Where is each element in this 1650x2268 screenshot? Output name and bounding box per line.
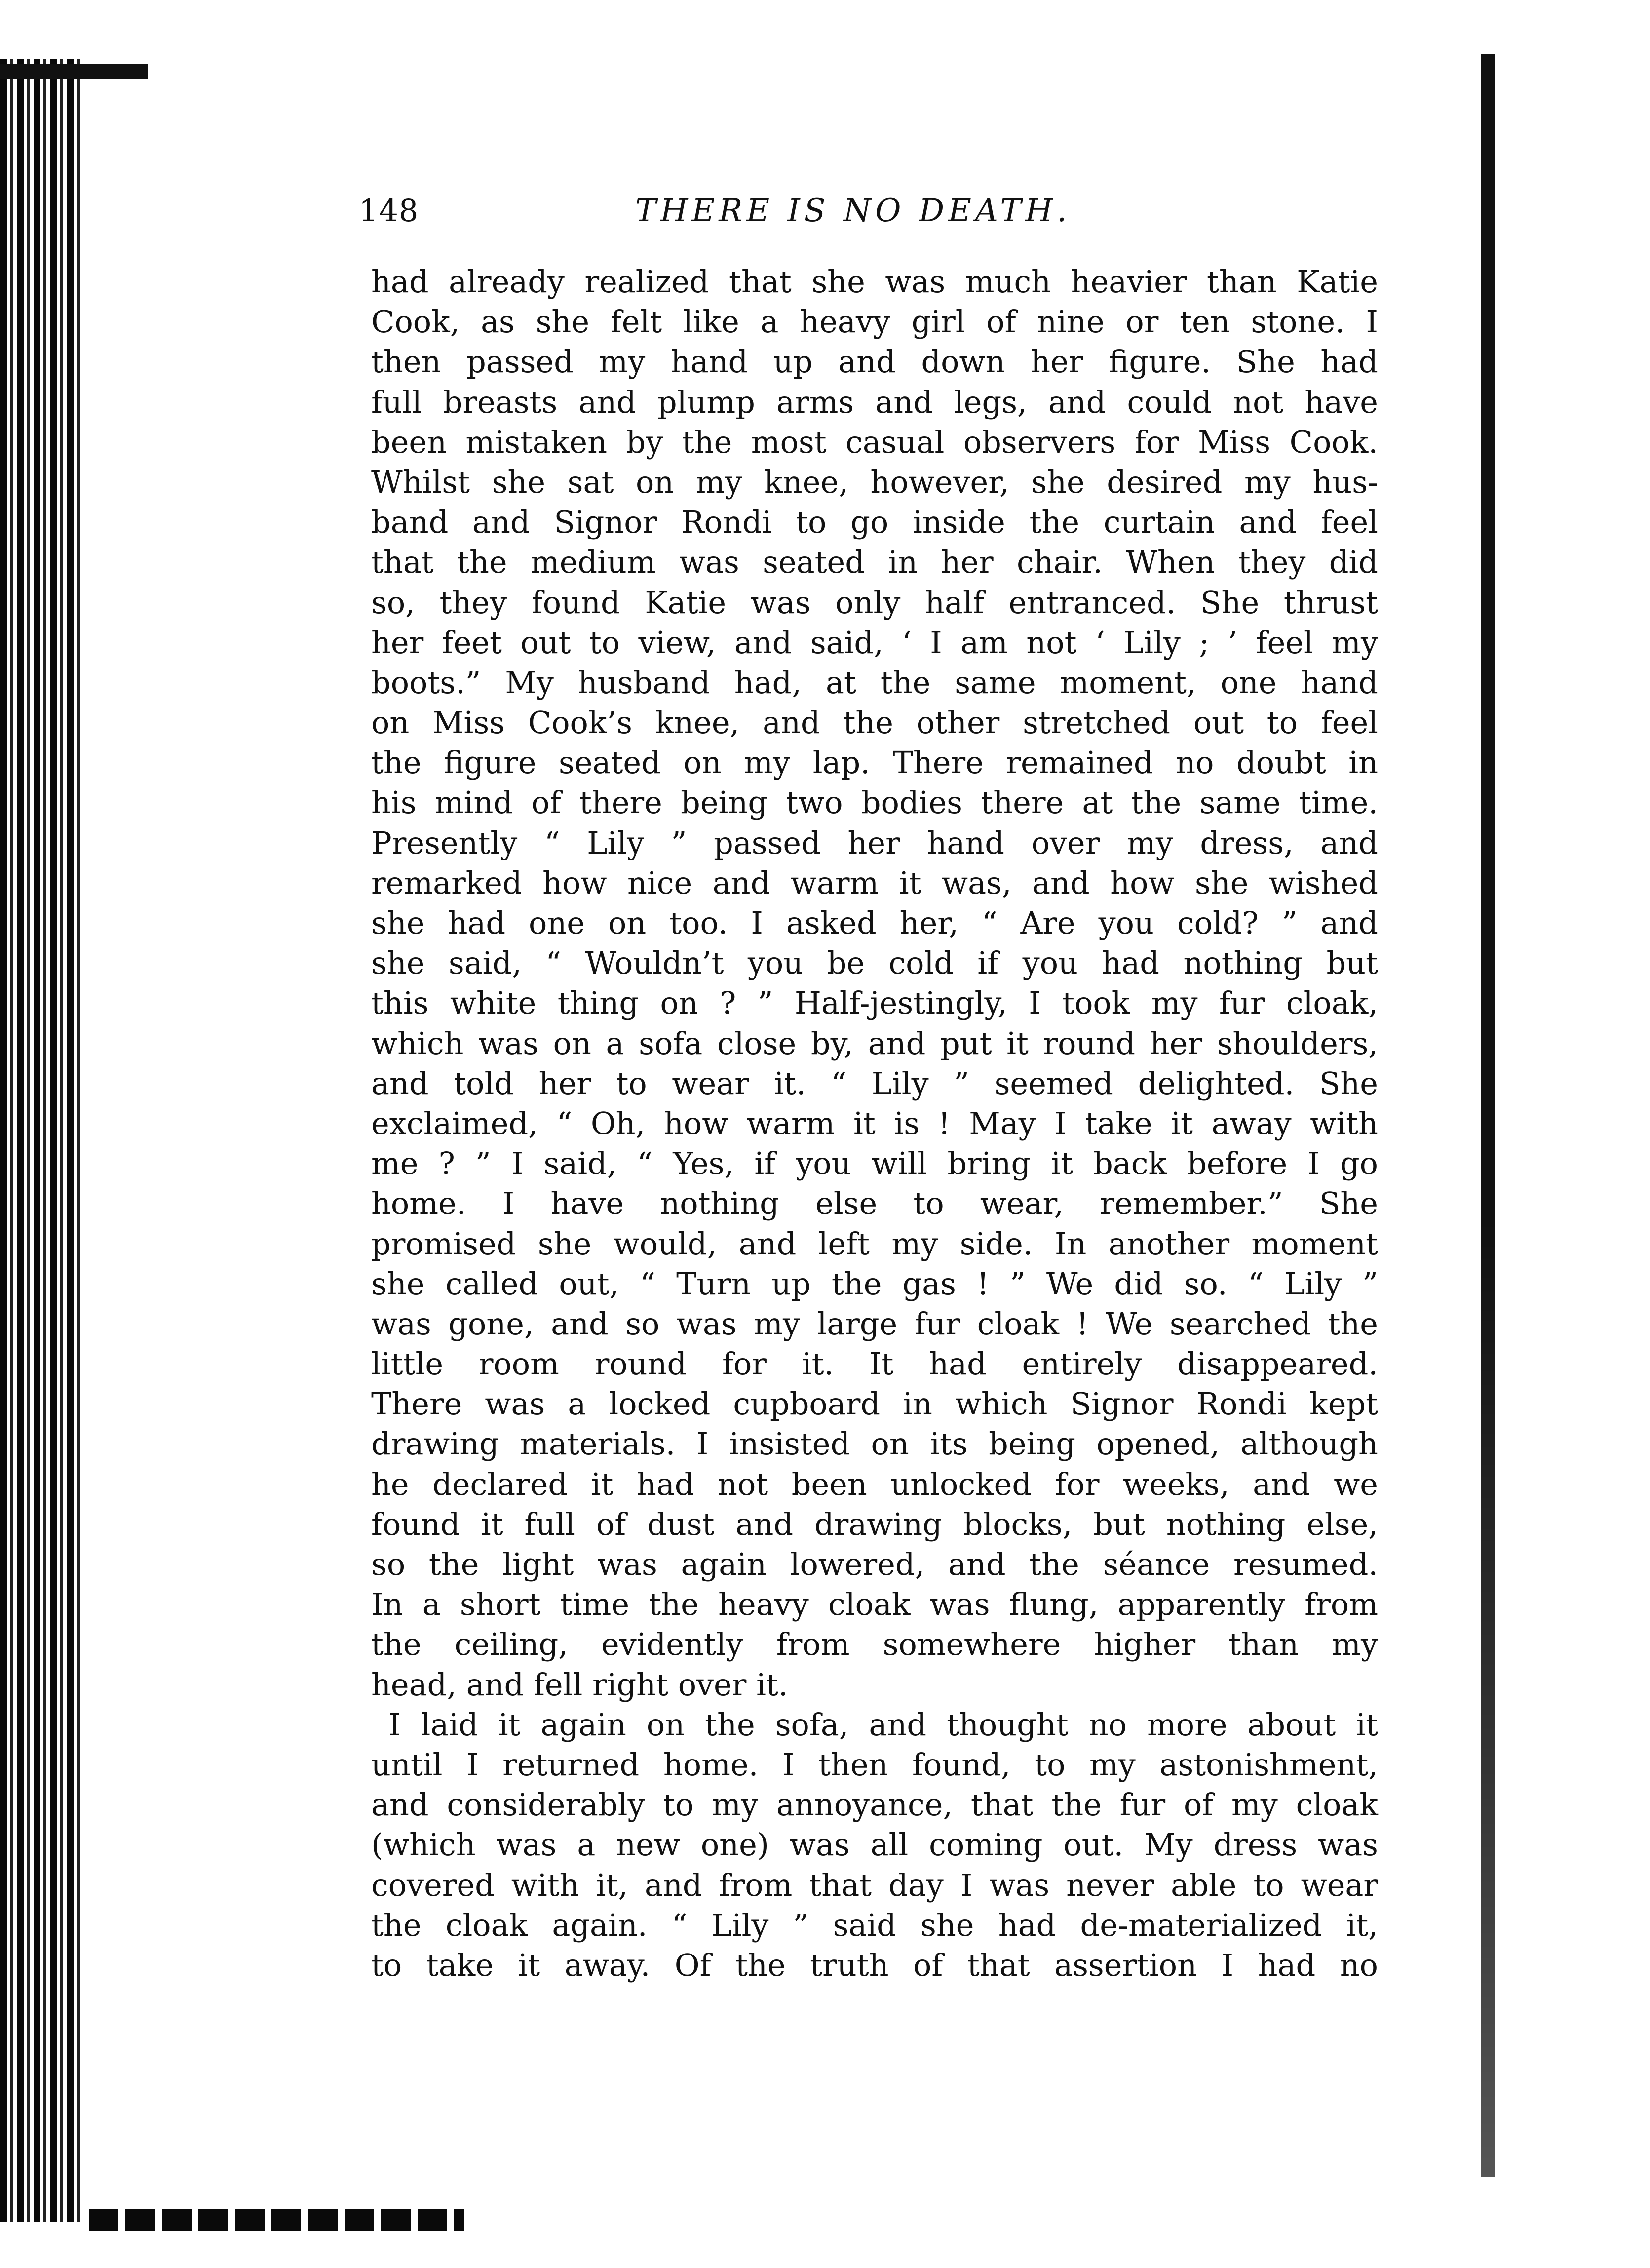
scan-binding-edge	[0, 59, 84, 2222]
text-line: me ? ” I said, “ Yes, if you will bring it back before I go	[371, 1145, 1378, 1182]
text-line: covered with it, and from that day I was never able to wear	[371, 1867, 1378, 1903]
text-line: had already realized that she was much heavier than Katie	[371, 264, 1378, 300]
text-line: boots.” My husband had, at the same moment, one hand	[371, 664, 1378, 701]
text-line: found it full of dust and drawing blocks, but nothing else,	[371, 1506, 1378, 1542]
text-line: on Miss Cook’s knee, and the other stretched out to feel	[371, 704, 1378, 741]
text-line: Presently “ Lily ” passed her hand over my dress, and	[371, 824, 1378, 861]
text-line: full breasts and plump arms and legs, and could not have	[371, 384, 1378, 420]
text-line: she called out, “ Turn up the gas ! ” We did so. “ Lily ”	[371, 1265, 1378, 1302]
text-line: In a short time the heavy cloak was flung, apparently from	[371, 1586, 1378, 1623]
text-line: she said, “ Wouldn’t you be cold if you had nothing but	[371, 945, 1378, 981]
text-line: (which was a new one) was all coming out. My dress was	[371, 1827, 1378, 1863]
text-line: this white thing on ? ” Half-jestingly, I took my fur cloak,	[371, 985, 1378, 1021]
text-line: and considerably to my annoyance, that the fur of my cloak	[371, 1787, 1378, 1823]
text-line: the ceiling, evidently from somewhere higher than my	[371, 1626, 1378, 1663]
running-title: THERE IS NO DEATH.	[635, 193, 1071, 229]
text-line: exclaimed, “ Oh, how warm it is ! May I take it away with	[371, 1105, 1378, 1141]
text-line: Whilst she sat on my knee, however, she desired my hus-	[371, 464, 1378, 500]
text-line: he declared it had not been unlocked for weeks, and we	[371, 1466, 1378, 1502]
text-line: his mind of there being two bodies there at the same time.	[371, 784, 1378, 821]
text-line: home. I have nothing else to wear, remember.” She	[371, 1185, 1378, 1222]
text-line: her feet out to view, and said, ‘ I am not ‘ Lily ; ’ feel my	[371, 624, 1378, 661]
text-line: she had one on too. I asked her, “ Are you cold? ” and	[371, 905, 1378, 941]
text-line: I laid it again on the sofa, and thought no more about it	[388, 1706, 1378, 1743]
text-line: so the light was again lowered, and the séance resumed.	[371, 1546, 1378, 1582]
text-line: so, they found Katie was only half entranced. She thrust	[371, 584, 1378, 621]
text-line: little room round for it. It had entirely disappeared.	[371, 1346, 1378, 1382]
text-line: then passed my hand up and down her figure. She had	[371, 344, 1378, 380]
text-line: band and Signor Rondi to go inside the curtain and feel	[371, 504, 1378, 541]
text-line: to take it away. Of the truth of that assertion I had no	[371, 1947, 1378, 1983]
text-line: was gone, and so was my large fur cloak ! We searched the	[371, 1305, 1378, 1342]
text-line: head, and fell right over it.	[371, 1666, 788, 1703]
page-number: 148	[359, 193, 419, 229]
text-line: and told her to wear it. “ Lily ” seemed delighted. She	[371, 1065, 1378, 1101]
text-line: Cook, as she felt like a heavy girl of nine or ten stone. I	[371, 304, 1378, 340]
scan-binding-edge-top	[0, 64, 148, 79]
text-line: There was a locked cupboard in which Signor Rondi kept	[371, 1386, 1378, 1422]
body-text	[371, 262, 1378, 1985]
text-line: that the medium was seated in her chair. When they did	[371, 544, 1378, 581]
scan-binding-edge-bottom	[89, 2209, 464, 2231]
text-line: the figure seated on my lap. There remained no doubt in	[371, 744, 1378, 781]
text-line: which was on a sofa close by, and put it round her shoulders,	[371, 1025, 1378, 1061]
text-line: until I returned home. I then found, to my astonishment,	[371, 1746, 1378, 1783]
text-line: remarked how nice and warm it was, and how she wished	[371, 864, 1378, 901]
text-line: the cloak again. “ Lily ” said she had de-materialized it,	[371, 1907, 1378, 1943]
text-line: promised she would, and left my side. In another moment	[371, 1225, 1378, 1262]
running-head	[359, 184, 1228, 238]
text-line: been mistaken by the most casual observers for Miss Cook.	[371, 424, 1378, 460]
scan-right-edge	[1481, 54, 1495, 2177]
text-line: drawing materials. I insisted on its being opened, although	[371, 1426, 1378, 1462]
